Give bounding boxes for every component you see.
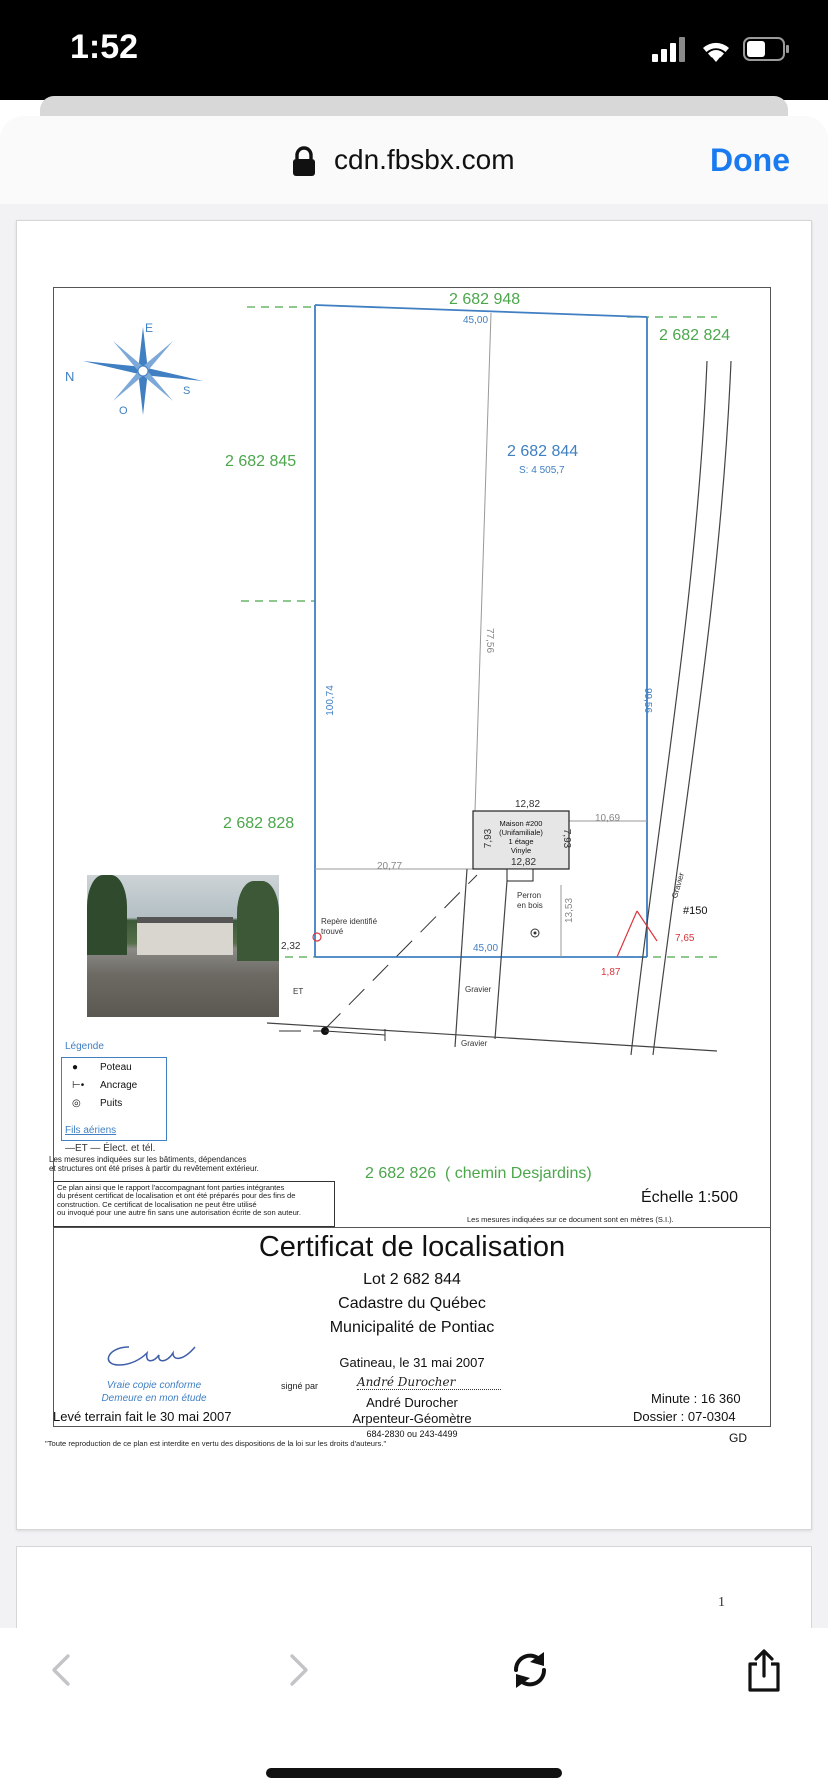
depth-line [475,313,491,811]
signed-by: signé par [281,1381,319,1391]
dim-house-left-depth: 7,93 [483,828,495,849]
dim-house-right-depth: 7,93 [561,828,573,849]
measures-note: Les mesures indiquées sur les bâtiments, dépendances et structures ont été prises à partir du revêtement extérieur. [49,1155,259,1173]
road-name: ( chemin Desjardins) [445,1165,592,1182]
battery-icon [744,38,789,60]
dim-left: 100,74 [324,685,336,716]
initials: GD [729,1431,747,1445]
status-bar [0,0,828,100]
dossier: Dossier : 07-0304 [633,1409,736,1424]
surveyor-name: André Durocher [366,1395,458,1410]
house-photo [87,875,279,1017]
gravier-bottom: Gravier [461,1039,488,1048]
page-number: 1 [718,1595,725,1610]
ancrage-icon: ⊢• [72,1080,85,1091]
minute: Minute : 16 360 [651,1391,741,1406]
elect-symbol: —ET — [65,1143,101,1154]
dim-setback: 13,53 [564,897,576,924]
road [267,361,731,1055]
dim-depth: 77,56 [484,627,496,654]
dim-house-top: 12,82 [515,799,541,810]
dim-house-bottom: 12,82 [511,857,537,868]
browser-sheet [0,116,828,1792]
municipality: Municipalité de Pontiac [329,1319,495,1336]
dim-top: 45,00 [463,315,489,326]
gravier-left: Gravier [465,985,492,994]
puits-icon: ◎ [72,1098,81,1109]
compass-s: S [183,385,191,397]
certificate-title: Certificat de localisation [258,1231,566,1263]
lot-bottom: 2 682 826 [365,1165,437,1182]
date-place: Gatineau, le 31 mai 2007 [339,1355,485,1370]
gravier-right: Gravier [670,871,687,900]
url-label[interactable]: cdn.fbsbx.com [334,144,515,175]
lot-left-top: 2 682 845 [225,453,297,470]
back-icon[interactable] [46,1648,78,1692]
browser-header [0,116,828,204]
status-icons [652,34,792,71]
copy-stamp: Vraie copie conforme Demeure en mon étude [101,1380,207,1404]
reload-icon[interactable] [508,1648,552,1692]
electric-line [279,875,477,1031]
lot-main: 2 682 844 [507,443,579,460]
survey-date: Levé terrain fait le 30 mai 2007 [53,1409,232,1424]
signature: André Durocher [357,1375,501,1390]
perron [507,869,533,881]
poteau-icon: ● [72,1062,79,1073]
et-label: ET [293,987,304,996]
forward-icon[interactable] [282,1648,314,1692]
legend-box: ● Poteau ⊢• Ancrage ◎ Puits [61,1057,167,1141]
home-indicator[interactable] [266,1768,562,1778]
legend-title: Légende [65,1041,104,1052]
surveyor-role: Arpenteur-Géomètre [352,1411,472,1426]
legend-fils: Fils aériens [65,1125,117,1136]
dim-corner-left: 2,32 [281,941,301,952]
document-page [16,220,812,1530]
dim-right: 99,56 [642,687,654,714]
compass-rose [83,327,203,415]
driveway [455,869,507,1047]
surveyor-phone: 684-2830 ou 243-4499 [366,1429,458,1439]
civic-number: #150 [683,905,708,917]
compass-e: E [145,321,154,335]
usage-note: Ce plan ainsi que le rapport l'accompagnant font parties intégrantes du présent certificat de localisation et ont été préparés pour des fins de construction. Ce certificat de localisation ne peut être utilisé ou invoqué pour une autre fin sans une autorisation écrite de son auteur. [53,1181,335,1227]
wifi-icon [703,43,729,62]
copyright: "Toute reproduction de ce plan est interdite en vertu des dispositions de la loi sur les droits d'auteurs." [45,1439,387,1448]
units-note: Les mesures indiquées sur ce document sont en mètres (S.I.). [467,1215,674,1224]
signal-icon [652,37,685,62]
compass-n: N [65,369,75,384]
lock-icon [292,146,316,178]
dim-house-right: 10,69 [595,813,621,824]
lot-area: S: 4 505,7 [519,465,565,476]
repere-label: Repère identifié trouvé [321,917,378,936]
share-icon[interactable] [744,1648,784,1694]
lot-top: 2 682 948 [449,291,521,308]
dim-bottom: 45,00 [473,943,499,954]
clock: 1:52 [70,28,139,66]
house-label: Maison #200 (Unifamiliale) 1 étage Vinyle [499,819,543,855]
done-button[interactable]: Done [710,142,790,178]
scale: Échelle 1:500 [641,1189,738,1206]
dim-corner-right-b: 7,65 [675,933,695,944]
compass-o: O [119,405,128,417]
dim-corner-right-a: 1,87 [601,967,621,978]
legend-elect: —ET — Élect. et tél. [65,1143,156,1154]
initials-signature [97,1339,207,1379]
lot-left-bottom: 2 682 828 [223,815,295,832]
cadastre: Cadastre du Québec [338,1295,486,1312]
dim-house-left: 20,77 [377,861,403,872]
perron-label: Perron en bois [517,891,543,910]
lot-number: Lot 2 682 844 [363,1271,461,1288]
lot-top-right: 2 682 824 [659,327,731,344]
